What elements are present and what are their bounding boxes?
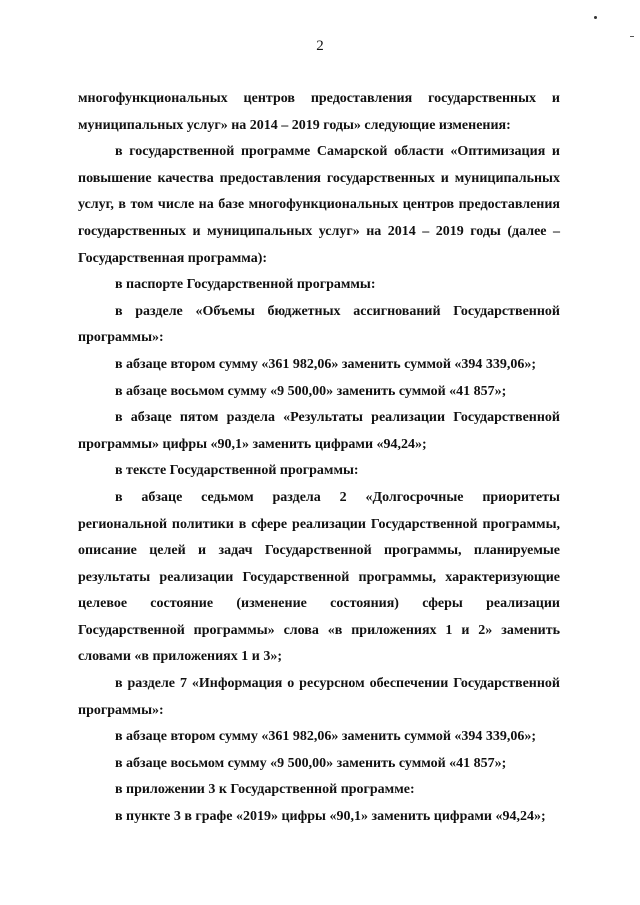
paragraph-amount-second: в абзаце втором сумму «361 982,06» заменить суммой «394 339,06»; xyxy=(115,356,537,372)
document-body xyxy=(78,86,560,831)
paragraph-section-7-eighth: в абзаце восьмом сумму «9 500,00» заменить суммой «41 857»; xyxy=(115,755,507,771)
paragraph-section-7-second: в абзаце втором сумму «361 982,06» заменить суммой «394 339,06»; xyxy=(115,729,537,745)
scan-dot-mark xyxy=(594,16,597,19)
paragraph-passport: в паспорте Государственной программы: xyxy=(115,277,376,293)
paragraph-item-3: в пункте 3 в графе «2019» цифры «90,1» заменить цифрами «94,24»; xyxy=(115,809,546,825)
paragraph-program-text: в тексте Государственной программы: xyxy=(115,463,359,479)
paragraph-budget-section: в разделе «Объемы бюджетных ассигнований Государственной программы»: xyxy=(78,303,560,346)
paragraph-section-2: в абзаце седьмом раздела 2 «Долгосрочные приоритеты региональной политики в сфере реализации Государственной программы, описание целей и задач Государственной программы, планируемые результаты реализации Государственной программы, характеризующие целевое состояние (изменение состояния) сферы реализации Государственной программы» слова «в приложениях 1 и 2» заменить словами «в приложениях 1 и 3»; xyxy=(78,489,560,665)
paragraph-appendix-3: в приложении 3 к Государственной программе: xyxy=(115,782,415,798)
paragraph-continuation: многофункциональных центров предоставления государственных и муниципальных услуг» на 2014 – 2019 годы» следующие изменения: xyxy=(78,91,560,133)
paragraph-results-section: в абзаце пятом раздела «Результаты реализации Государственной программы» цифры «90,1» заменить цифрами «94,24»; xyxy=(78,410,560,452)
paragraph-program-intro: в государственной программе Самарской области «Оптимизация и повышение качества предоставления государственных и муниципальных услуг, в том числе на базе многофункциональных центров предоставления государственных и муниципальных услуг» на 2014 – 2019 годы (далее – Государственная программа): xyxy=(78,144,560,266)
paragraph-amount-eighth: в абзаце восьмом сумму «9 500,00» заменить суммой «41 857»; xyxy=(115,383,507,399)
paragraph-section-7: в разделе 7 «Информация о ресурсном обеспечении Государственной программы»: xyxy=(78,676,560,718)
page-number: 2 xyxy=(316,38,324,54)
scan-edge-mark xyxy=(630,36,634,37)
